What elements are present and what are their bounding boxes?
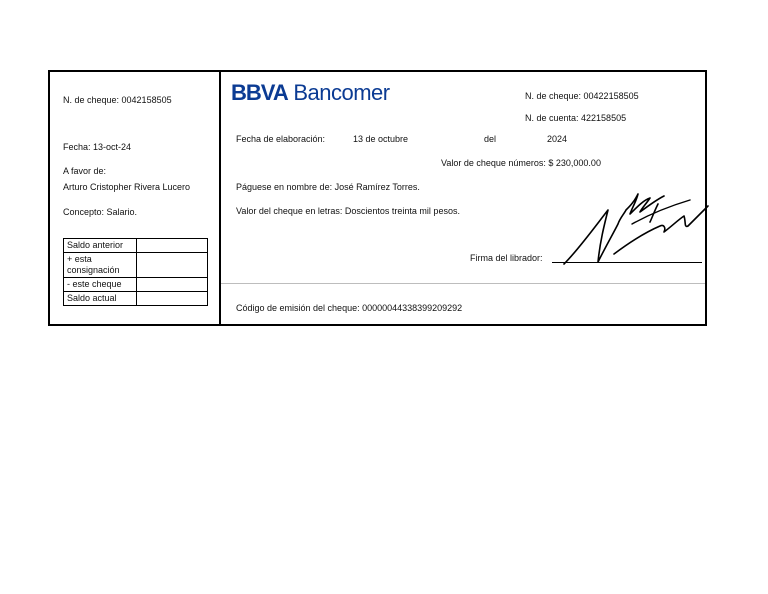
handwritten-signature <box>560 184 710 268</box>
date-year: 2024 <box>547 134 568 144</box>
stub-concept: Concepto: Salario. <box>63 207 138 217</box>
ledger-value <box>136 292 207 306</box>
divider <box>221 283 705 284</box>
cheque <box>48 70 707 326</box>
ledger-value <box>136 239 207 253</box>
stub-cheque-number: N. de cheque: 0042158505 <box>63 95 172 105</box>
date-label: Fecha de elaboración: <box>236 134 326 144</box>
ledger-label: Saldo anterior <box>64 239 137 253</box>
date-day-month: 13 de octubre <box>353 134 409 144</box>
account-number: N. de cuenta: 422158505 <box>525 113 627 123</box>
amount-numbers: Valor de cheque números: $ 230,000.00 <box>441 158 601 168</box>
cheque-number: N. de cheque: 00422158505 <box>525 91 639 101</box>
signature-label: Firma del librador: <box>470 253 543 263</box>
ledger-value <box>136 253 207 278</box>
stub-payee-name: Arturo Cristopher Rivera Lucero <box>63 182 191 192</box>
table-row <box>64 292 208 306</box>
ledger-label: + esta consignación <box>64 253 137 278</box>
stub-ledger-table <box>63 238 208 306</box>
table-row <box>64 239 208 253</box>
stub-date: Fecha: 13-oct-24 <box>63 142 132 152</box>
ledger-label: - este cheque <box>64 278 137 292</box>
ledger-label: Saldo actual <box>64 292 137 306</box>
stub-payee-label: A favor de: <box>63 166 107 176</box>
amount-words: Valor del cheque en letras: Doscientos treinta mil pesos. <box>236 206 460 216</box>
ledger-value <box>136 278 207 292</box>
cheque-stub <box>50 72 221 324</box>
pay-to: Páguese en nombre de: José Ramírez Torres. <box>236 182 420 192</box>
emission-code: Código de emisión del cheque: 00000044338399209292 <box>236 303 463 313</box>
bank-logo-bold: BBVA <box>231 80 288 105</box>
date-del: del <box>484 134 497 144</box>
bank-logo <box>231 81 390 105</box>
table-row <box>64 253 208 278</box>
bank-logo-name: Bancomer <box>293 80 390 105</box>
table-row <box>64 278 208 292</box>
